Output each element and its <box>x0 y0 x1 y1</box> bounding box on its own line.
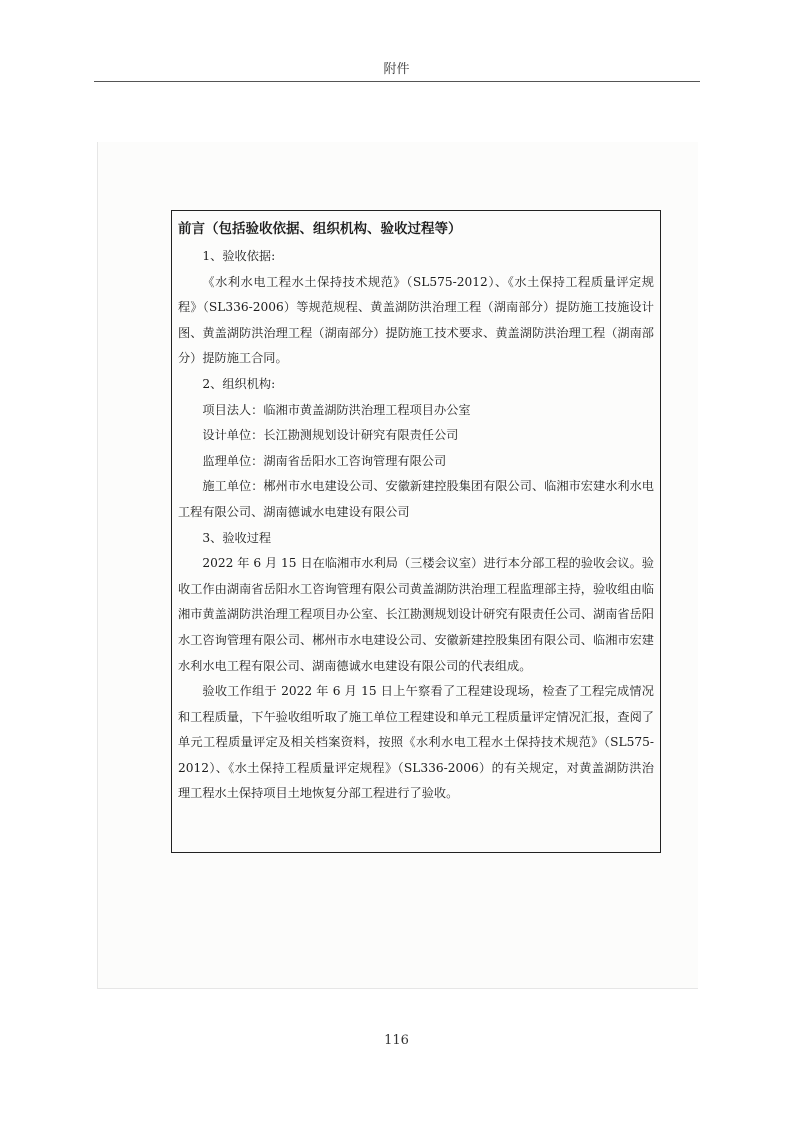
org-item-supervision-unit: 监理单位：湖南省岳阳水工咨询管理有限公司 <box>202 453 447 468</box>
acceptance-process-paragraph: 验收工作组于 2022 年 6 月 15 日上午察看了工程建设现场，检查了工程完成情况和工程质量，下午验收组听取了施工单位工程建设和单元工程质量评定情况汇报，查阅了单元工程质量评定及相关档案资料，按照《水利水电工程水土保持技术规范》（SL575-2012）、《水土保持工程质量评定规程》（SL336-2006）的有关规定，对黄盖湖防洪治理工程水土保持项目土地恢复分部工程进行了验收。 <box>178 684 654 801</box>
header-divider <box>94 81 700 82</box>
org-item-design-unit: 设计单位：长江勘测规划设计研究有限责任公司 <box>202 428 459 443</box>
preface-heading: 前言（包括验收依据、组织机构、验收过程等） <box>178 221 462 237</box>
acceptance-meeting-paragraph: 2022 年 6 月 15 日在临湘市水利局（三楼会议室）进行本分部工程的验收会议。验收工作由湖南省岳阳水工咨询管理有限公司黄盖湖防洪治理工程监理部主持，验收组由临湘市黄盖湖防洪治理工程项目办公室、长江勘测规划设计研究有限责任公司、湖南省岳阳水工咨询管理有限公司、郴州市水电建设公司、安徽新建控股集团有限公司、临湘市宏建水利水电工程有限公司、湖南德诚水电建设有限公司的代表组成。 <box>178 556 654 673</box>
section-2-title: 2、组织机构: <box>202 376 276 391</box>
org-item-legal-person: 项目法人：临湘市黄盖湖防洪治理工程项目办公室 <box>202 402 471 417</box>
section-3-title: 3、验收过程 <box>202 530 272 545</box>
preface-box <box>171 210 661 853</box>
page-number: 116 <box>384 1033 409 1048</box>
section-1-title: 1、验收依据: <box>202 249 276 263</box>
page-header-label: 附件 <box>383 62 410 77</box>
org-item-construction-units: 施工单位：郴州市水电建设公司、安徽新建控股集团有限公司、临湘市宏建水利水电工程有限公司、湖南德诚水电建设有限公司 <box>178 479 654 519</box>
section-1-text: 《水利水电工程水土保持技术规范》（SL575-2012）、《水土保持工程质量评定规程》（SL336-2006）等规范规程、黄盖湖防洪治理工程（湖南部分）提防施工技施设计图、黄盖湖防洪治理工程（湖南部分）提防施工技术要求、黄盖湖防洪治理工程（湖南部分）提防施工合同。 <box>178 274 654 366</box>
